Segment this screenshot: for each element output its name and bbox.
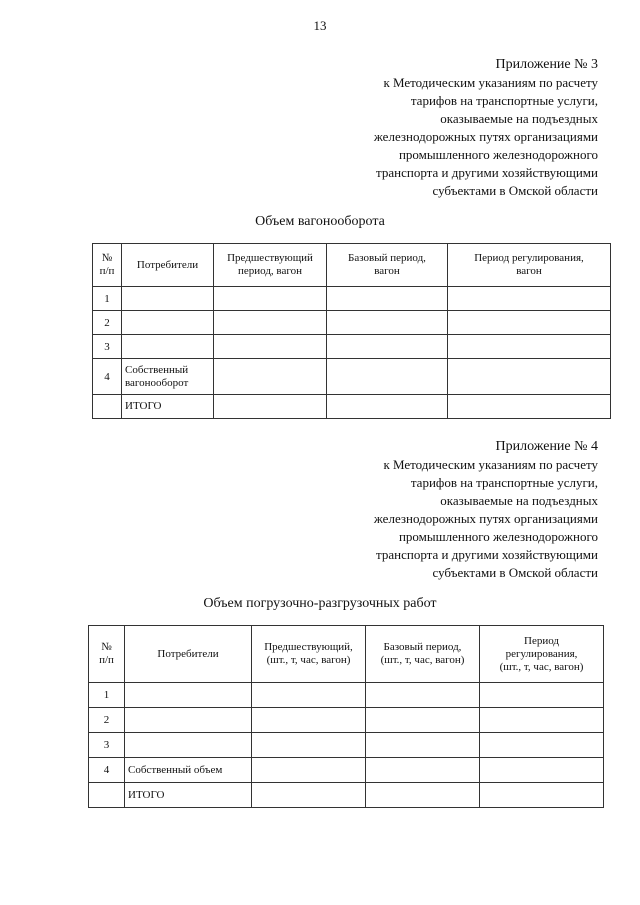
col-header-number: № п/п	[93, 244, 122, 287]
loading-unloading-table	[88, 625, 604, 808]
table-row	[93, 287, 611, 311]
col-header-regulation: Период регулирования, (шт., т, час, вагон)	[480, 626, 604, 683]
row-label	[122, 335, 214, 359]
row-number	[93, 395, 122, 419]
cell-previous	[252, 733, 366, 758]
table-row	[89, 758, 604, 783]
col-header-number: № п/п	[89, 626, 125, 683]
row-label	[125, 708, 252, 733]
row-number: 2	[89, 708, 125, 733]
cell-base	[366, 708, 480, 733]
row-number: 3	[89, 733, 125, 758]
table-row	[89, 683, 604, 708]
appendix-4-line: к Методическим указаниям по расчету	[383, 457, 598, 472]
row-label	[122, 287, 214, 311]
cell-base	[327, 359, 448, 395]
appendix-4-line: субъектами в Омской области	[432, 565, 598, 580]
row-number: 4	[89, 758, 125, 783]
appendix-4-line: железнодорожных путях организациями	[373, 511, 598, 526]
appendix-3-line: железнодорожных путях организациями	[373, 129, 598, 144]
cell-base	[366, 758, 480, 783]
row-number	[89, 783, 125, 808]
table-total-row	[89, 783, 604, 808]
cell-previous	[214, 311, 327, 335]
table-1-title: Объем вагонооборота	[255, 214, 385, 229]
cell-previous	[252, 783, 366, 808]
cell-base	[327, 335, 448, 359]
col-header-regulation: Период регулирования, вагон	[448, 244, 611, 287]
row-number: 4	[93, 359, 122, 395]
col-header-base: Базовый период, (шт., т, час, вагон)	[366, 626, 480, 683]
cell-regulation	[448, 311, 611, 335]
appendix-3-line: тарифов на транспортные услуги,	[410, 93, 598, 108]
col-header-base: Базовый период, вагон	[327, 244, 448, 287]
table-row	[93, 311, 611, 335]
appendix-4-line: транспорта и другими хозяйствующими	[376, 547, 598, 562]
cell-regulation	[480, 783, 604, 808]
cell-regulation	[448, 395, 611, 419]
table-row	[93, 335, 611, 359]
col-header-consumers: Потребители	[125, 626, 252, 683]
col-header-previous: Предшествующий период, вагон	[214, 244, 327, 287]
appendix-3-line: субъектами в Омской области	[432, 183, 598, 198]
table-row	[93, 359, 611, 395]
appendix-4-line: тарифов на транспортные услуги,	[410, 475, 598, 490]
appendix-4-line: промышленного железнодорожного	[398, 529, 598, 544]
row-label	[122, 311, 214, 335]
cell-base	[366, 733, 480, 758]
cell-previous	[252, 758, 366, 783]
table-row	[89, 733, 604, 758]
appendix-3-line: оказываемые на подъездных	[440, 111, 598, 126]
col-header-previous: Предшествующий, (шт., т, час, вагон)	[252, 626, 366, 683]
cell-base	[327, 395, 448, 419]
table-total-row	[93, 395, 611, 419]
cell-previous	[214, 359, 327, 395]
cell-regulation	[480, 708, 604, 733]
cell-base	[366, 783, 480, 808]
appendix-3-line: транспорта и другими хозяйствующими	[376, 165, 598, 180]
table-2-title: Объем погрузочно-разгрузочных работ	[203, 596, 437, 611]
table-header-row	[89, 626, 604, 683]
cell-previous	[214, 287, 327, 311]
row-number: 3	[93, 335, 122, 359]
cell-base	[327, 287, 448, 311]
col-header-consumers: Потребители	[122, 244, 214, 287]
cell-previous	[252, 708, 366, 733]
table-row	[89, 708, 604, 733]
appendix-4-title: Приложение № 4	[495, 439, 598, 454]
row-label-total: ИТОГО	[125, 783, 252, 808]
cell-regulation	[480, 733, 604, 758]
row-label	[125, 733, 252, 758]
appendix-3-heading	[374, 56, 598, 200]
appendix-3-line: к Методическим указаниям по расчету	[383, 75, 598, 90]
cell-regulation	[480, 683, 604, 708]
cell-base	[327, 311, 448, 335]
row-number: 1	[89, 683, 125, 708]
cell-base	[366, 683, 480, 708]
table-header-row	[93, 244, 611, 287]
appendix-3-line: промышленного железнодорожного	[398, 147, 598, 162]
row-label: Собственный вагонооборот	[122, 359, 214, 395]
cell-regulation	[448, 287, 611, 311]
row-label	[125, 683, 252, 708]
row-number: 2	[93, 311, 122, 335]
cell-regulation	[448, 335, 611, 359]
car-turnover-table	[92, 243, 611, 419]
page-number: 13	[313, 18, 327, 33]
cell-previous	[252, 683, 366, 708]
cell-regulation	[448, 359, 611, 395]
appendix-3-title: Приложение № 3	[495, 57, 598, 72]
cell-previous	[214, 395, 327, 419]
row-number: 1	[93, 287, 122, 311]
cell-previous	[214, 335, 327, 359]
cell-regulation	[480, 758, 604, 783]
row-label: Собственный объем	[125, 758, 252, 783]
row-label-total: ИТОГО	[122, 395, 214, 419]
appendix-4-line: оказываемые на подъездных	[440, 493, 598, 508]
appendix-4-heading	[374, 438, 598, 582]
